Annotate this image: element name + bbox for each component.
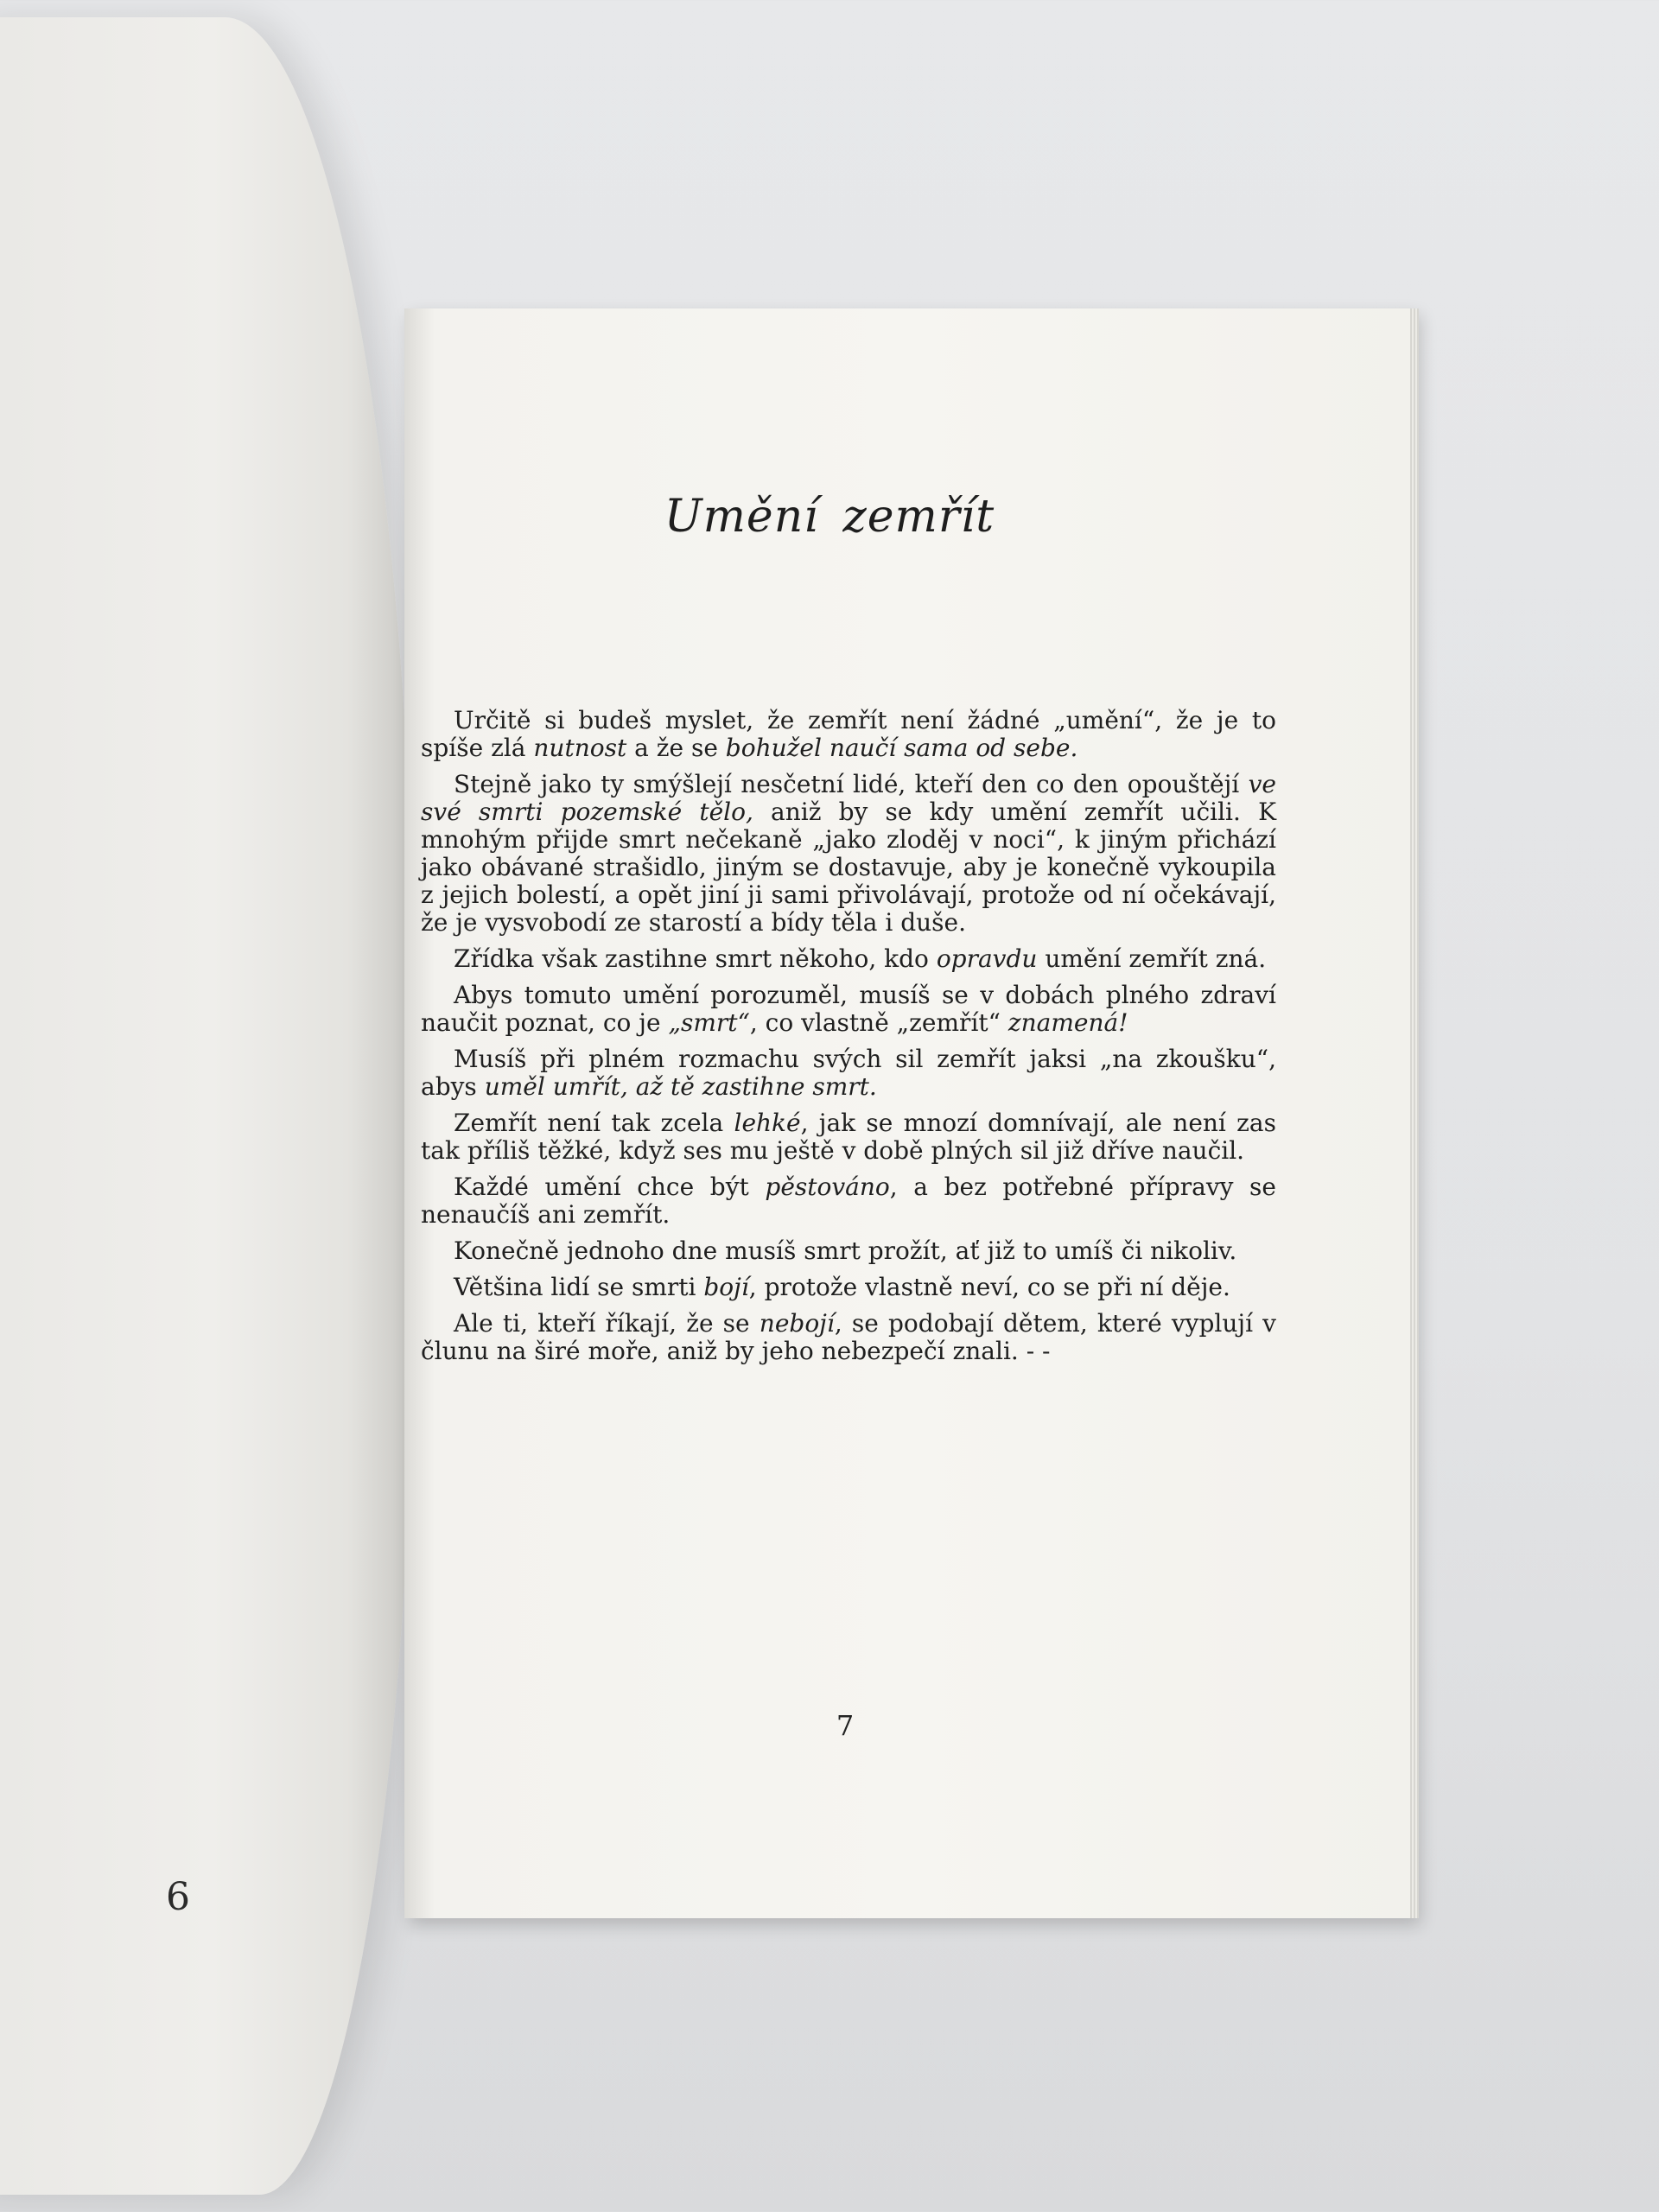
paragraph: [421, 1274, 1276, 1301]
chapter-body: [421, 707, 1276, 1374]
text-run: Zemřít není tak zcela: [454, 1109, 734, 1137]
emphasis-text: bohužel naučí sama od sebe.: [725, 734, 1078, 762]
text-run: , co vlastně „zemřít“: [749, 1008, 1008, 1037]
text-run: a že se: [626, 734, 726, 762]
page-edge: [1410, 308, 1419, 1918]
text-run: Abys tomuto umění porozuměl, musíš se v dobách plného zdraví naučit poznat, co je: [421, 981, 1276, 1037]
emphasis-text: znamená!: [1007, 1008, 1128, 1037]
paragraph: [421, 707, 1276, 762]
emphasis-text: „smrt“: [668, 1008, 750, 1037]
left-page: [0, 17, 415, 2195]
emphasis-text: ve své smrti pozemské tělo,: [421, 770, 1276, 826]
text-run: aniž by se kdy umění zemřít učili. K mnohým přijde smrt nečekaně „jako zloděj v noci“, k jiným přichází jako obávané strašidlo, jiným se dostavuje, aby je konečně vykoupila z jejich bolestí, a opět jiní ji sami přivolávají, protože od ní očekávají, že je vysvobodí ze starostí a bídy těla i duše.: [421, 798, 1276, 937]
paragraph: [421, 1046, 1276, 1101]
emphasis-text: bojí: [703, 1273, 749, 1301]
paragraph: [421, 1237, 1276, 1265]
paragraph: [421, 982, 1276, 1037]
paragraph: [421, 1173, 1276, 1229]
paragraph: [421, 945, 1276, 973]
emphasis-text: uměl umřít, až tě zastihne smrt.: [484, 1072, 877, 1101]
text-run: , a bez potřebné přípravy se nenaučíš ani zemřít.: [421, 1173, 1276, 1229]
text-run: Konečně jednoho dne musíš smrt prožít, ať již to umíš či nikoliv.: [454, 1236, 1237, 1265]
text-run: Většina lidí se smrti: [454, 1273, 704, 1301]
chapter-title: Umění zemřít: [664, 491, 995, 543]
text-run: Určitě si budeš myslet, že zemřít není žádné „umění“, že je to spíše zlá: [421, 706, 1276, 762]
text-run: Musíš při plném rozmachu svých sil zemřít jaksi „na zkoušku“, abys: [421, 1045, 1276, 1101]
emphasis-text: pěstováno: [765, 1173, 890, 1201]
page-number: 7: [836, 1709, 855, 1742]
left-page-number: 6: [166, 1875, 190, 1919]
emphasis-text: nutnost: [533, 734, 627, 762]
text-run: , protože vlastně neví, co se při ní děje.: [748, 1273, 1230, 1301]
text-run: Zřídka však zastihne smrt někoho, kdo: [454, 944, 937, 973]
text-run: Ale ti, kteří říkají, že se: [454, 1309, 760, 1338]
paragraph: [421, 1109, 1276, 1165]
emphasis-text: nebojí: [759, 1309, 835, 1338]
paragraph: [421, 771, 1276, 937]
text-run: , se podobají dětem, které vyplují v člunu na širé moře, aniž by jeho nebezpečí znali. - -: [421, 1309, 1277, 1365]
text-run: Každé umění chce být: [454, 1173, 766, 1201]
text-run: Stejně jako ty smýšlejí nesčetní lidé, kteří den co den opouštějí: [454, 770, 1249, 798]
text-run: umění zemřít zná.: [1037, 944, 1267, 973]
paragraph: [421, 1310, 1276, 1365]
emphasis-text: lehké: [734, 1109, 801, 1137]
emphasis-text: opravdu: [936, 944, 1038, 973]
text-run: , jak se mnozí domnívají, ale není zas tak příliš těžké, když ses mu ještě v době plných sil již dříve naučil.: [421, 1109, 1276, 1165]
